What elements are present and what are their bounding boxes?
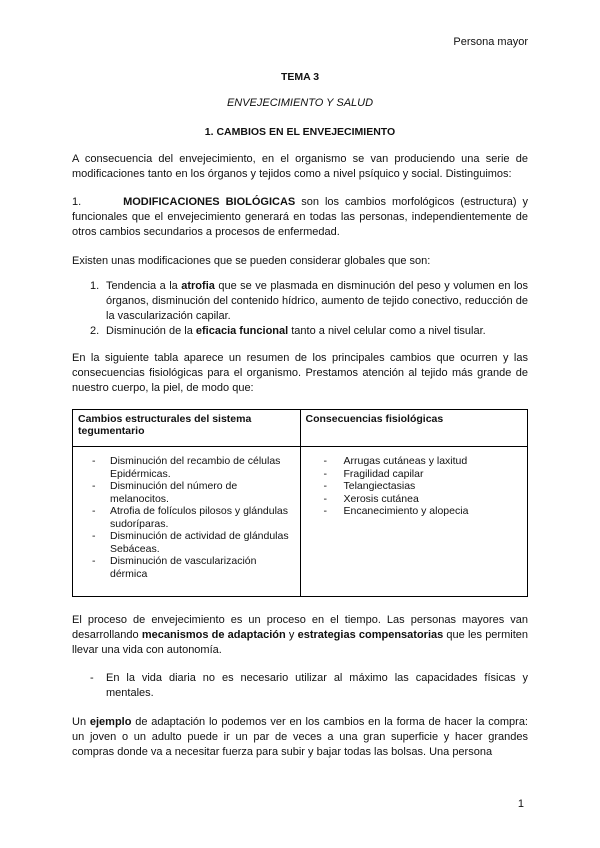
list-number: 2. <box>90 325 100 337</box>
list-item <box>306 505 523 518</box>
list-text: Disminución del recambio de células Epidérmicas. <box>110 455 281 480</box>
list-item <box>306 468 523 481</box>
list-text: Disminución de actividad de glándulas Sebáceas. <box>110 530 289 555</box>
list-item <box>306 480 523 493</box>
skin-changes-table <box>72 409 528 597</box>
list-text: Arrugas cutáneas y laxitud <box>343 455 468 467</box>
list-item <box>78 455 295 480</box>
list-text: Telangiectasias <box>343 480 416 492</box>
table-intro-paragraph: En la siguiente tabla aparece un resumen de los principales cambios que ocurren y las consecuencias fisiológicas para el organismo. Prestamos atención al tejido más grande de nuestro cuerpo, la piel, de modo que: <box>72 352 528 394</box>
dash-bullet: - <box>323 505 327 517</box>
example-paragraph <box>72 715 528 760</box>
global-modifications-intro: Existen unas modificaciones que se pueden considerar globales que son: <box>72 255 431 267</box>
dash-bullet: - <box>92 530 96 542</box>
structural-changes-list <box>78 455 295 580</box>
list-item <box>78 480 295 505</box>
list-number: 1. <box>90 280 100 292</box>
dash-bullet: - <box>323 480 327 492</box>
list-text: que se ve plasmada en disminución del peso y volumen en los órganos, disminución del contenido hídrico, aumento de tejido conectivo, reducción de la vascularización capilar. <box>106 280 529 322</box>
paragraph-text: de adaptación lo podemos ver en los cambios en la forma de hacer la compra: un joven o un adulto puede ir un par de veces a una gran superficie y hacer grandes compras donde va a necesitar fuerza para subir y bajar todas las bolsas. Una persona <box>72 716 528 758</box>
list-item <box>72 279 528 324</box>
paragraph-text: Un <box>72 716 90 728</box>
list-text: tanto a nivel celular como a nivel tisular. <box>288 325 486 337</box>
consequences-cell <box>300 447 528 597</box>
bold-term: atrofia <box>181 280 215 292</box>
bold-term: eficacia funcional <box>195 325 289 337</box>
list-text: Disminución de la <box>106 325 196 337</box>
list-text: Disminución del número de melanocitos. <box>110 480 238 505</box>
table-row <box>73 447 528 597</box>
bold-term: estrategias compensatorias <box>297 629 444 641</box>
list-text: Atrofia de folículos pilosos y glándulas sudoríparas. <box>110 505 289 530</box>
dash-bullet: - <box>323 492 327 505</box>
list-text: Tendencia a la <box>106 280 182 292</box>
adaptation-paragraph <box>72 613 528 658</box>
bold-term: MODIFICACIONES BIOLÓGICAS <box>123 196 296 208</box>
intro-paragraph: A consecuencia del envejecimiento, en el organismo se van produciendo una serie de modificaciones tanto en los órganos y tejidos como a nivel psíquico y social. Distinguimos: <box>72 153 528 180</box>
list-item <box>78 530 295 555</box>
list-item <box>306 455 523 468</box>
running-header: Persona mayor <box>453 36 528 48</box>
paragraph-text: son los cambios morfológicos (estructura) y funcionales que el envejecimiento generará en todas las personas, independientemente de otros cambios secundarios a procesos de enfermedad. <box>72 196 529 238</box>
list-text: Fragilidad capilar <box>343 467 424 480</box>
consequences-list <box>306 455 523 518</box>
section-heading: 1. CAMBIOS EN EL ENVEJECIMIENTO <box>204 126 396 138</box>
dash-bullet: - <box>323 467 327 480</box>
column-header-consequences: Consecuencias fisiológicas <box>300 410 528 447</box>
dash-bullet: - <box>92 480 96 492</box>
dash-item-text: En la vida diaria no es necesario utilizar al máximo las capacidades físicas y mentales. <box>106 672 528 699</box>
list-item <box>78 555 295 580</box>
paragraph-text: que les permiten llevar una vida con autonomía. <box>72 629 528 656</box>
bold-term: mecanismos de adaptación <box>141 629 286 641</box>
list-item <box>78 505 295 530</box>
dash-bullet: - <box>90 672 94 684</box>
paragraph-text: El proceso de envejecimiento es un proceso en el tiempo. Las personas mayores van desarrollando <box>72 614 528 641</box>
biological-modifications-paragraph <box>72 195 528 240</box>
column-header-structural: Cambios estructurales del sistema tegumentario <box>73 410 301 447</box>
list-text: Disminución de vascularización dérmica <box>110 555 257 580</box>
paragraph-text: y <box>285 629 298 641</box>
bold-term: ejemplo <box>89 716 132 728</box>
item-number: 1. <box>72 196 82 208</box>
dash-bullet: - <box>92 505 96 517</box>
list-text: Xerosis cutánea <box>343 492 419 505</box>
dash-bullet: - <box>92 555 96 567</box>
global-modifications-list <box>72 279 528 339</box>
structural-changes-cell <box>73 447 301 597</box>
dash-bullet: - <box>323 455 327 467</box>
table-header-row <box>73 410 528 447</box>
dash-bullet: - <box>92 455 96 467</box>
page-number: 1 <box>517 798 524 810</box>
list-item <box>306 493 523 506</box>
list-item <box>72 324 528 339</box>
document-subtitle: ENVEJECIMIENTO Y SALUD <box>226 97 374 109</box>
topic-title: TEMA 3 <box>280 71 320 83</box>
list-text: Encanecimiento y alopecia <box>343 505 469 517</box>
